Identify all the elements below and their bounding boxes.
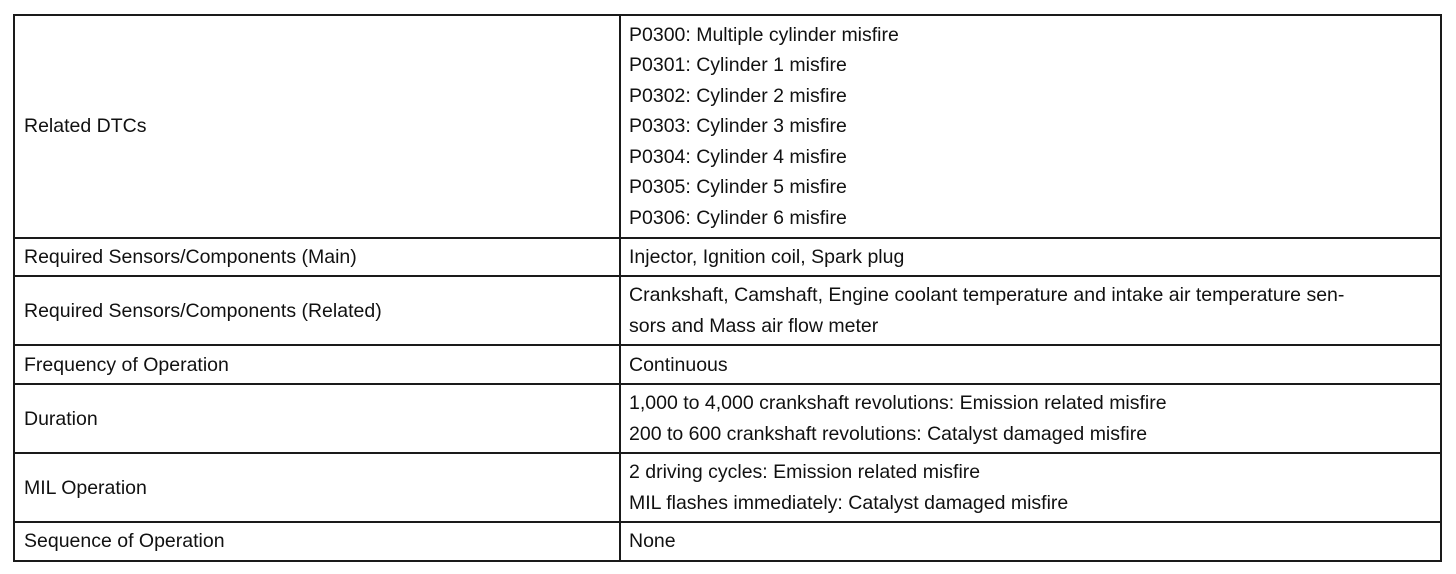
dtc-line: P0300: Multiple cylinder misfire <box>629 24 899 47</box>
table-row <box>14 15 1441 238</box>
row-value-related-components <box>620 276 1441 345</box>
dtc-line: P0302: Cylinder 2 misfire <box>629 84 847 107</box>
value-line: Continuous <box>629 353 728 376</box>
dtc-monitor-table <box>13 14 1442 562</box>
row-value-related-dtcs <box>620 15 1441 238</box>
dtc-line: P0301: Cylinder 1 misfire <box>629 54 847 77</box>
table-row <box>14 276 1441 345</box>
value-line: Injector, Ignition coil, Spark plug <box>629 246 905 268</box>
row-label-related-dtcs: Related DTCs <box>14 15 620 238</box>
value-line: 1,000 to 4,000 crankshaft revolutions: Emission related misfire <box>629 392 1167 415</box>
row-label-sequence: Sequence of Operation <box>14 522 620 560</box>
dtc-line: P0305: Cylinder 5 misfire <box>629 176 847 199</box>
row-value-sequence <box>620 522 1441 560</box>
value-line: MIL flashes immediately: Catalyst damaged misfire <box>629 491 1069 514</box>
row-label-main-components: Required Sensors/Components (Main) <box>14 238 620 276</box>
value-line: 2 driving cycles: Emission related misfire <box>629 461 981 484</box>
table-row <box>14 238 1441 276</box>
dtc-line: P0306: Cylinder 6 misfire <box>629 206 847 229</box>
row-label-mil-operation: MIL Operation <box>14 453 620 522</box>
row-value-mil-operation <box>620 453 1441 522</box>
table-row <box>14 384 1441 453</box>
row-label-related-components: Required Sensors/Components (Related) <box>14 276 620 345</box>
table-row <box>14 453 1441 522</box>
value-line: None <box>629 530 676 553</box>
row-label-frequency: Frequency of Operation <box>14 345 620 384</box>
value-line: Crankshaft, Camshaft, Engine coolant temperature and intake air temperature sen- <box>629 284 1345 307</box>
row-label-duration: Duration <box>14 384 620 453</box>
table-row <box>14 345 1441 384</box>
value-line: sors and Mass air flow meter <box>629 314 879 337</box>
value-line: 200 to 600 crankshaft revolutions: Catalyst damaged misfire <box>629 422 1148 445</box>
row-value-frequency <box>620 345 1441 384</box>
row-value-duration <box>620 384 1441 453</box>
row-value-main-components <box>620 238 1441 276</box>
dtc-line: P0304: Cylinder 4 misfire <box>629 145 847 168</box>
table-row <box>14 522 1441 560</box>
dtc-line: P0303: Cylinder 3 misfire <box>629 115 847 138</box>
